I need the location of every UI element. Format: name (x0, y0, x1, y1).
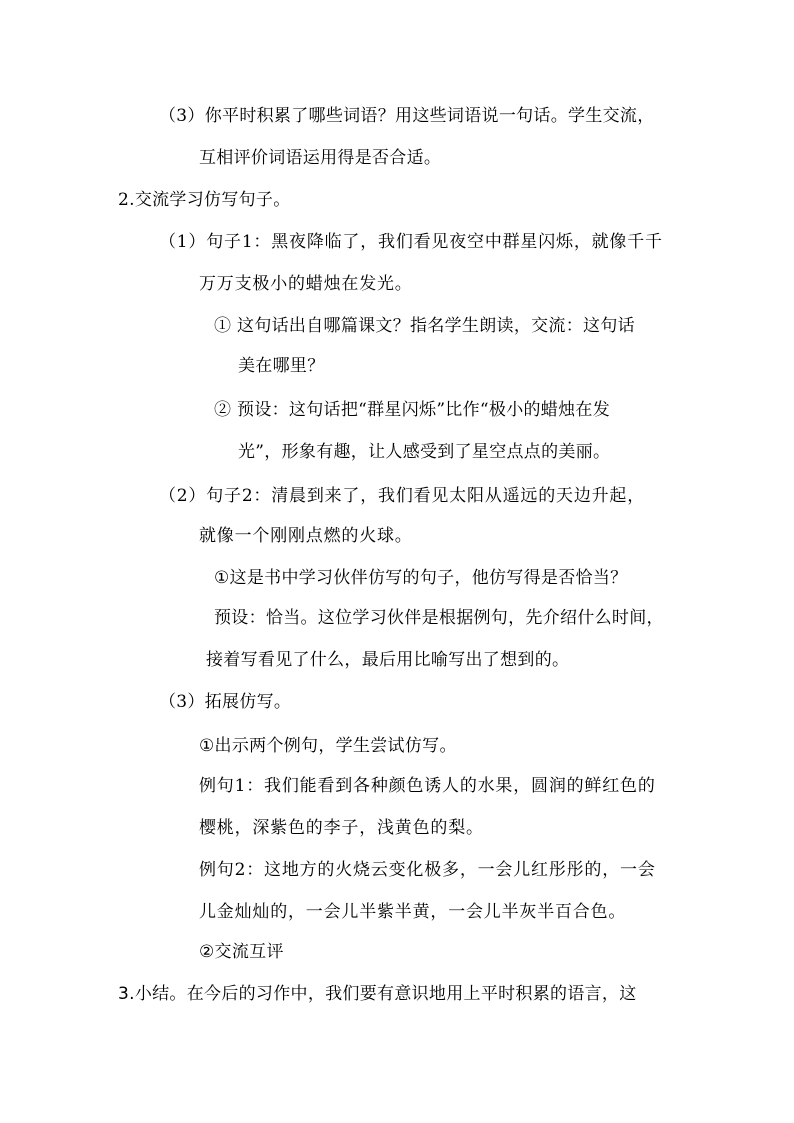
sentence-2-point-1 (214, 566, 627, 590)
section-heading: 2.交流学习仿写句子。 (118, 190, 291, 210)
section-3-summary (118, 982, 637, 1006)
sentence-1-cont (199, 272, 413, 296)
extension-step-1 (199, 734, 457, 758)
sentence-2-cont (199, 524, 413, 548)
example-1 (199, 774, 656, 798)
paragraph-text: 互相评价词语运用得是否合适。 (199, 148, 442, 168)
paragraph-text: ②交流互评 (199, 942, 284, 962)
item-marker: ① (214, 316, 232, 336)
paragraph-text: 万万支极小的蜡烛在发光。 (199, 274, 413, 294)
section-2-heading (118, 188, 291, 212)
paragraph-text: 儿金灿灿的，一会儿半紫半黄，一会儿半灰半百合色。 (199, 902, 627, 922)
item-marker: （3） (159, 106, 205, 126)
paragraph-text: ①这是书中学习伙伴仿写的句子，他仿写得是否恰当？ (214, 568, 628, 588)
sentence-1 (159, 230, 663, 254)
paragraph-text: 句子1：黑夜降临了，我们看见夜空中群星闪烁，就像千千 (206, 232, 663, 252)
paragraph-text: 光”，形象有趣，让人感受到了星空点点的美丽。 (238, 442, 611, 462)
paragraph-text: 句子2：清晨到来了，我们看见太阳从遥远的天边升起， (206, 486, 646, 506)
sentence-2 (159, 484, 645, 508)
paragraph-text: 预设：这句话把“群星闪烁”比作“极小的蜡烛在发 (237, 400, 611, 420)
paragraph-text: 美在哪里？ (238, 356, 325, 376)
sentence-1-point-2 (214, 398, 610, 422)
paragraph-text: ①出示两个例句，学生尝试仿写。 (199, 736, 457, 756)
sentence-1-point-2-cont (238, 440, 610, 464)
sentence-2-answer (214, 606, 664, 630)
sentence-1-point-1 (214, 314, 635, 338)
item-marker: （1） (159, 232, 207, 252)
extension-step-2 (199, 940, 284, 964)
paragraph-text: 3.小结。在今后的习作中，我们要有意识地用上平时积累的语言，这 (118, 984, 637, 1004)
sentence-1-point-1-cont (238, 354, 325, 378)
item-3-question (159, 104, 655, 128)
paragraph-text: 这句话出自哪篇课文？指名学生朗读，交流：这句话 (237, 316, 635, 336)
paragraph-text: 接着写看见了什么，最后用比喻写出了想到的。 (206, 650, 570, 670)
paragraph-text: 例句2：这地方的火烧云变化极多，一会儿红彤彤的，一会 (199, 860, 656, 880)
sentence-2-answer-cont (206, 648, 569, 672)
item-marker: （3） (159, 692, 205, 712)
paragraph-text: 预设：恰当。这位学习伙伴是根据例句，先介绍什么时间， (214, 608, 664, 628)
item-marker: （2） (159, 486, 207, 506)
example-2-cont (199, 900, 626, 924)
item-marker: ② (214, 400, 232, 420)
paragraph-text: 樱桃，深紫色的李子，浅黄色的梨。 (199, 818, 484, 838)
paragraph-text: 拓展仿写。 (204, 692, 292, 712)
paragraph-text: 例句1：我们能看到各种颜色诱人的水果，圆润的鲜红色的 (199, 776, 656, 796)
paragraph-text: 你平时积累了哪些词语？用这些词语说一句话。学生交流， (204, 106, 655, 126)
paragraph-text: 就像一个刚刚点燃的火球。 (199, 526, 413, 546)
example-1-cont (199, 816, 484, 840)
example-2 (199, 858, 656, 882)
item-3-extension (159, 690, 291, 714)
item-3-question-cont (199, 146, 441, 170)
